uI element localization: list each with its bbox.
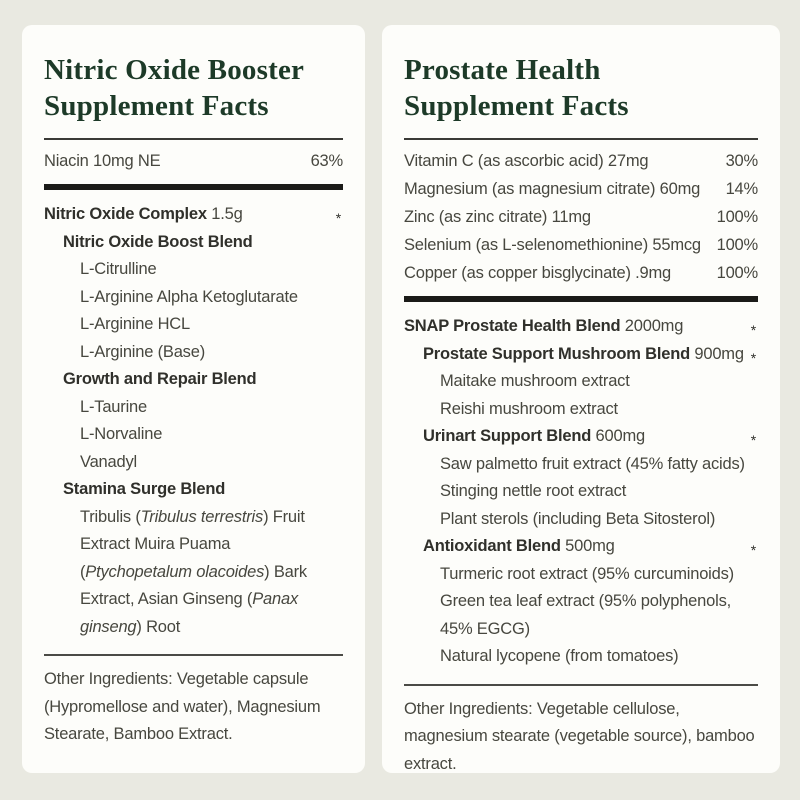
ingredient-text: ) Bark Extract, Asian Ginseng ( [80, 562, 307, 608]
ingredient-row: Turmeric root extract (95% curcuminoids) [440, 564, 734, 583]
blend-name: Nitric Oxide Complex [44, 205, 207, 223]
nutrient-name: Magnesium (as magnesium citrate) 60mg [404, 180, 701, 198]
ingredient-text: ) Fruit Extract Muira Puama ( [80, 507, 305, 581]
daily-value-asterisk: * [750, 542, 756, 558]
nutrient-row [404, 203, 758, 231]
nutrient-name: Niacin 10mg NE [44, 152, 161, 170]
panel-title-prostate-health [404, 52, 758, 124]
ingredient-row: Green tea leaf extract (95% polyphenols, 45% EGCG) [440, 592, 732, 638]
sub-blend-row: Prostate Support Mushroom Blend 900mg * [404, 341, 758, 369]
blend-name: Stamina Surge Blend [63, 480, 226, 498]
ingredient-row: Reishi mushroom extract [440, 399, 618, 418]
ingredient-text: Tribulis ( [80, 507, 141, 526]
botanical-name-italic: Ptychopetalum olacoides [85, 562, 265, 581]
other-ingredients-text: Other Ingredients: Vegetable cellulose, magnesium stearate (vegetable source), bamboo extract. [404, 699, 755, 773]
ingredient-row: L-Citrulline [80, 260, 157, 278]
nutrient-daily-value: 30% [725, 152, 758, 170]
nutrient-name: Selenium (as L-selenomethionine) 55mcg [404, 236, 701, 254]
nutrient-list [44, 140, 343, 180]
nutrient-row [404, 175, 758, 203]
nutrient-daily-value: 63% [310, 152, 343, 170]
sub-blend-row [44, 366, 343, 394]
ingredient-row: L-Taurine [80, 397, 147, 416]
prostate-health-panel [382, 25, 780, 773]
ingredient-row: Stinging nettle root extract [440, 482, 627, 500]
blend-header-row: Nitric Oxide Complex 1.5g * [44, 201, 343, 229]
panel-title-line-1: Nitric Oxide Booster [44, 54, 305, 86]
sub-blend-row: Urinart Support Blend 600mg * [404, 423, 758, 451]
ingredient-row: L-Arginine Alpha Ketoglutarate [80, 287, 298, 306]
nutrient-row [404, 231, 758, 259]
panel-title-nitric-oxide [44, 52, 343, 124]
nutrient-name: Zinc (as zinc citrate) 11mg [404, 208, 591, 226]
blend-header-row: SNAP Prostate Health Blend 2000mg * [404, 313, 758, 341]
panel-title-line-2: Supplement Facts [404, 90, 629, 122]
ingredient-rich-row [44, 504, 343, 642]
nutrient-daily-value: 100% [716, 236, 758, 254]
daily-value-asterisk: * [750, 432, 756, 448]
nutrient-row [44, 147, 343, 175]
ingredient-row: Maitake mushroom extract [440, 372, 630, 390]
ingredient-row: L-Norvaline [80, 425, 163, 443]
blend-name: Growth and Repair Blend [63, 370, 257, 388]
nutrient-daily-value: 100% [716, 264, 758, 282]
sub-blend-row [44, 476, 343, 504]
sub-blend-row [44, 229, 343, 257]
nutrient-row [404, 147, 758, 175]
nutrient-row [404, 259, 758, 287]
sub-blend-row: Antioxidant Blend 500mg * [404, 533, 758, 561]
ingredient-row: Natural lycopene (from tomatoes) [440, 647, 679, 665]
ingredient-row: Vanadyl [80, 452, 138, 471]
blend-name: Nitric Oxide Boost Blend [63, 232, 253, 251]
ingredient-row: L-Arginine HCL [80, 315, 191, 333]
ingredient-row: L-Arginine (Base) [80, 342, 205, 361]
blend-list [44, 201, 343, 641]
panel-title-line-1: Prostate Health [404, 54, 601, 86]
nitric-oxide-panel [22, 25, 365, 773]
thick-divider [44, 184, 343, 190]
other-ingredients-divider [44, 654, 343, 656]
thick-divider [404, 296, 758, 302]
botanical-name-italic: Tribulus terrestris [140, 507, 264, 526]
blend-name: Urinart Support Blend [423, 427, 592, 445]
nutrient-name: Vitamin C (as ascorbic acid) 27mg [404, 152, 649, 170]
daily-value-asterisk: * [335, 210, 341, 226]
botanical-name-italic: Panax ginseng [80, 590, 298, 636]
blend-list [404, 313, 758, 671]
panel-title-line-2: Supplement Facts [44, 90, 269, 122]
nutrient-daily-value: 14% [725, 180, 758, 198]
ingredient-row: Plant sterols (including Beta Sitosterol) [440, 509, 716, 528]
other-ingredients-divider [404, 684, 758, 686]
blend-name: Prostate Support Mushroom Blend [423, 344, 690, 363]
other-ingredients-text: Other Ingredients: Vegetable capsule (Hypromellose and water), Magnesium Stearate, Bamboo Extract. [44, 670, 321, 743]
ingredient-text: ) Root [136, 617, 181, 636]
nutrient-list [404, 140, 758, 292]
nutrient-name: Copper (as copper bisglycinate) .9mg [404, 264, 672, 282]
blend-name: SNAP Prostate Health Blend [404, 317, 621, 335]
daily-value-asterisk: * [750, 349, 756, 366]
blend-name: Antioxidant Blend [423, 537, 561, 555]
daily-value-asterisk: * [750, 322, 756, 338]
nutrient-daily-value: 100% [716, 208, 758, 226]
ingredient-row: Saw palmetto fruit extract (45% fatty acids) [440, 454, 745, 473]
